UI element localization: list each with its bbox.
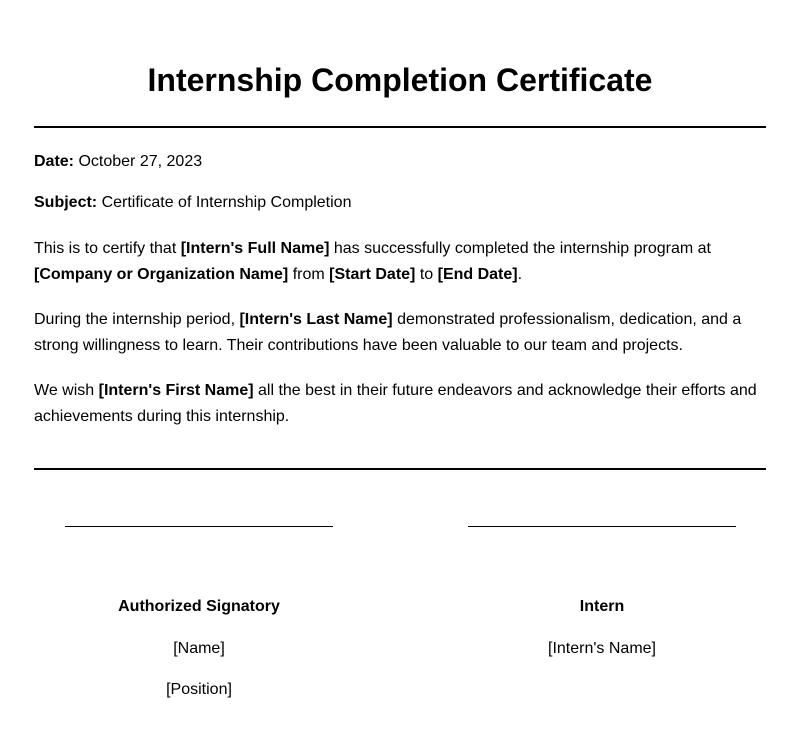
paragraph-text: has successfully completed the internship program at — [329, 240, 711, 257]
signatory-name: [Name] — [173, 640, 225, 657]
subject-line — [34, 193, 351, 213]
company-name-placeholder: [Company or Organization Name] — [34, 266, 289, 283]
middle-divider — [34, 468, 766, 470]
signatory-block — [65, 510, 333, 698]
intern-signature-line — [468, 526, 736, 527]
closing-paragraph — [34, 378, 766, 430]
paragraph-text: This is to certify that — [34, 240, 181, 257]
paragraph-text: all the best in their future endeavors and acknowledge their efforts and achievements during this internship. — [34, 382, 757, 425]
paragraph-text: from — [288, 266, 330, 283]
intern-name: [Intern's Name] — [548, 640, 656, 657]
intern-first-name-placeholder: [Intern's First Name] — [98, 382, 254, 399]
intern-last-name-placeholder: [Intern's Last Name] — [239, 311, 393, 328]
paragraph-text: We wish — [34, 382, 99, 399]
top-divider — [34, 126, 766, 128]
date-line — [34, 152, 202, 172]
date-label: Date: — [34, 153, 75, 170]
certification-paragraph — [34, 236, 766, 288]
intern-block — [468, 510, 736, 657]
start-date-placeholder: [Start Date] — [329, 266, 416, 283]
end-date-placeholder: [End Date] — [437, 266, 518, 283]
signatory-signature-line — [65, 526, 333, 527]
signatory-position: [Position] — [166, 681, 232, 698]
paragraph-text: demonstrated professionalism, dedication, and a strong willingness to learn. Their contributions have been valuable to our team and projects. — [34, 311, 742, 354]
performance-paragraph — [34, 307, 766, 359]
intern-role: Intern — [579, 598, 625, 615]
paragraph-text: to — [415, 266, 438, 283]
subject-label: Subject: — [34, 194, 98, 211]
paragraph-text: . — [517, 266, 523, 283]
date-value: October 27, 2023 — [78, 153, 203, 170]
intern-full-name-placeholder: [Intern's Full Name] — [180, 240, 330, 257]
signatory-role: Authorized Signatory — [118, 598, 280, 615]
certificate-title: Internship Completion Certificate — [147, 62, 653, 98]
paragraph-text: During the internship period, — [34, 311, 240, 328]
subject-value: Certificate of Internship Completion — [101, 194, 352, 211]
